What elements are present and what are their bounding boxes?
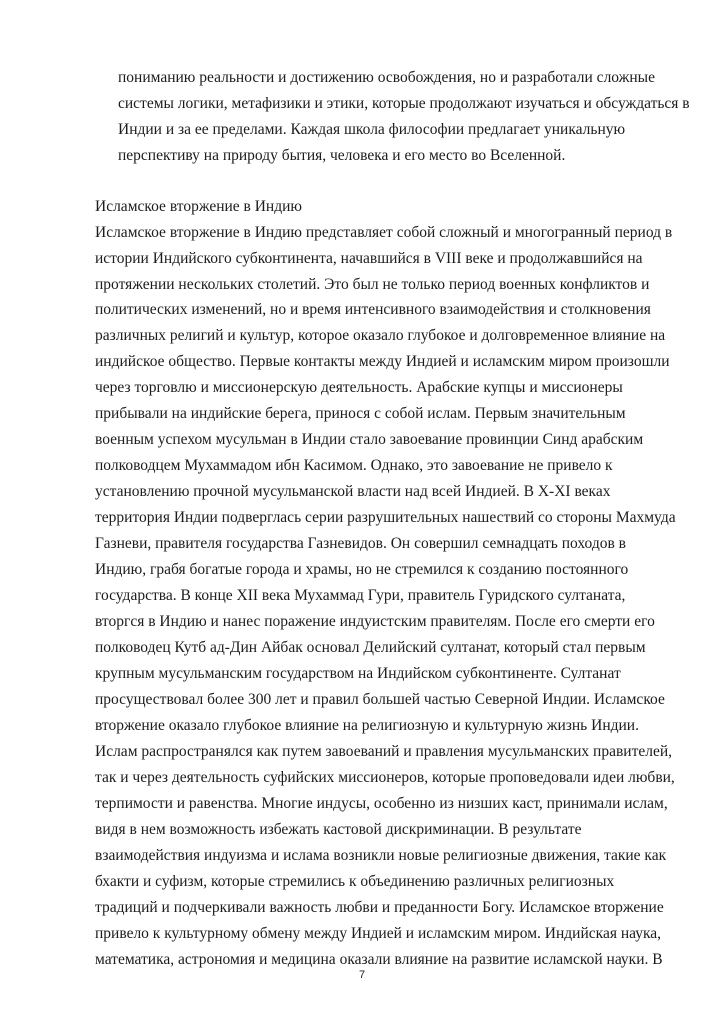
text-line: Газневи, правителя государства Газневидов. Он совершил семнадцать походов в (95, 535, 626, 552)
page-number: 7 (358, 969, 366, 981)
text-line: взаимодействия индуизма и ислама возникли новые религиозные движения, такие как (95, 847, 667, 864)
text-line: прибывали на индийские берега, принося с собой ислам. Первым значительным (95, 405, 626, 422)
section-heading: Исламское вторжение в Индию (95, 198, 302, 215)
text-line: математика, астрономия и медицина оказали влияние на развитие исламской науки. В (95, 951, 663, 968)
text-line: терпимости и равенства. Многие индусы, особенно из низших каст, принимали ислам, (95, 795, 668, 812)
text-line: привело к культурному обмену между Индией и исламским миром. Индийская наука, (95, 925, 662, 942)
text-line: пониманию реальности и достижению освобождения, но и разработали сложные (118, 69, 655, 86)
text-line: бхакти и суфизм, которые стремились к объединению различных религиозных (95, 873, 615, 890)
text-line: полководец Кутб ад-Дин Айбак основал Делийский султанат, который стал первым (95, 639, 646, 656)
text-line: установлению прочной мусульманской власти над всей Индией. В X-XI веках (95, 483, 611, 500)
text-line: протяжении нескольких столетий. Это был не только период военных конфликтов и (95, 276, 650, 293)
text-line: Ислам распространялся как путем завоеваний и правления мусульманских правителей, (95, 743, 673, 760)
text-line: различных религий и культур, которое оказало глубокое и долговременное влияние на (95, 327, 666, 344)
text-line: системы логики, метафизики и этики, которые продолжают изучаться и обсуждаться в (118, 95, 690, 112)
text-line: видя в нем возможность избежать кастовой дискриминации. В результате (95, 821, 582, 838)
text-line: государства. В конце XII века Мухаммад Гури, правитель Гуридского султаната, (95, 587, 626, 604)
text-line: вторгся в Индию и нанес поражение индуистским правителям. После его смерти его (95, 613, 655, 630)
text-line: индийское общество. Первые контакты между Индией и исламским миром произошли (95, 353, 670, 370)
text-line: Индию, грабя богатые города и храмы, но не стремился к созданию постоянного (95, 561, 629, 578)
text-line: полководцем Мухаммадом ибн Касимом. Однако, это завоевание не привело к (95, 457, 613, 474)
text-line: крупным мусульманским государством на Индийском субконтиненте. Султанат (95, 665, 621, 682)
text-line: так и через деятельность суфийских миссионеров, которые проповедовали идеи любви, (95, 769, 675, 786)
text-line: Индии и за ее пределами. Каждая школа философии предлагает уникальную (118, 121, 626, 138)
text-line: Исламское вторжение в Индию представляет собой сложный и многогранный период в (95, 224, 673, 241)
text-line: истории Индийского субконтинента, начавшийся в VIII веке и продолжавшийся на (95, 250, 643, 267)
text-line: перспективу на природу бытия, человека и его место во Вселенной. (118, 147, 566, 164)
text-line: политических изменений, но и время интенсивного взаимодействия и столкновения (95, 301, 651, 318)
text-line: через торговлю и миссионерскую деятельность. Арабские купцы и миссионеры (95, 379, 623, 396)
text-line: просуществовал более 300 лет и правил большей частью Северной Индии. Исламское (95, 691, 665, 708)
text-line: вторжение оказало глубокое влияние на религиозную и культурную жизнь Индии. (95, 717, 639, 734)
text-line: традиций и подчеркивали важность любви и преданности Богу. Исламское вторжение (95, 899, 664, 916)
text-line: территория Индии подверглась серии разрушительных нашествий со стороны Махмуда (95, 509, 676, 526)
text-line: военным успехом мусульман в Индии стало завоевание провинции Синд арабским (95, 431, 644, 448)
